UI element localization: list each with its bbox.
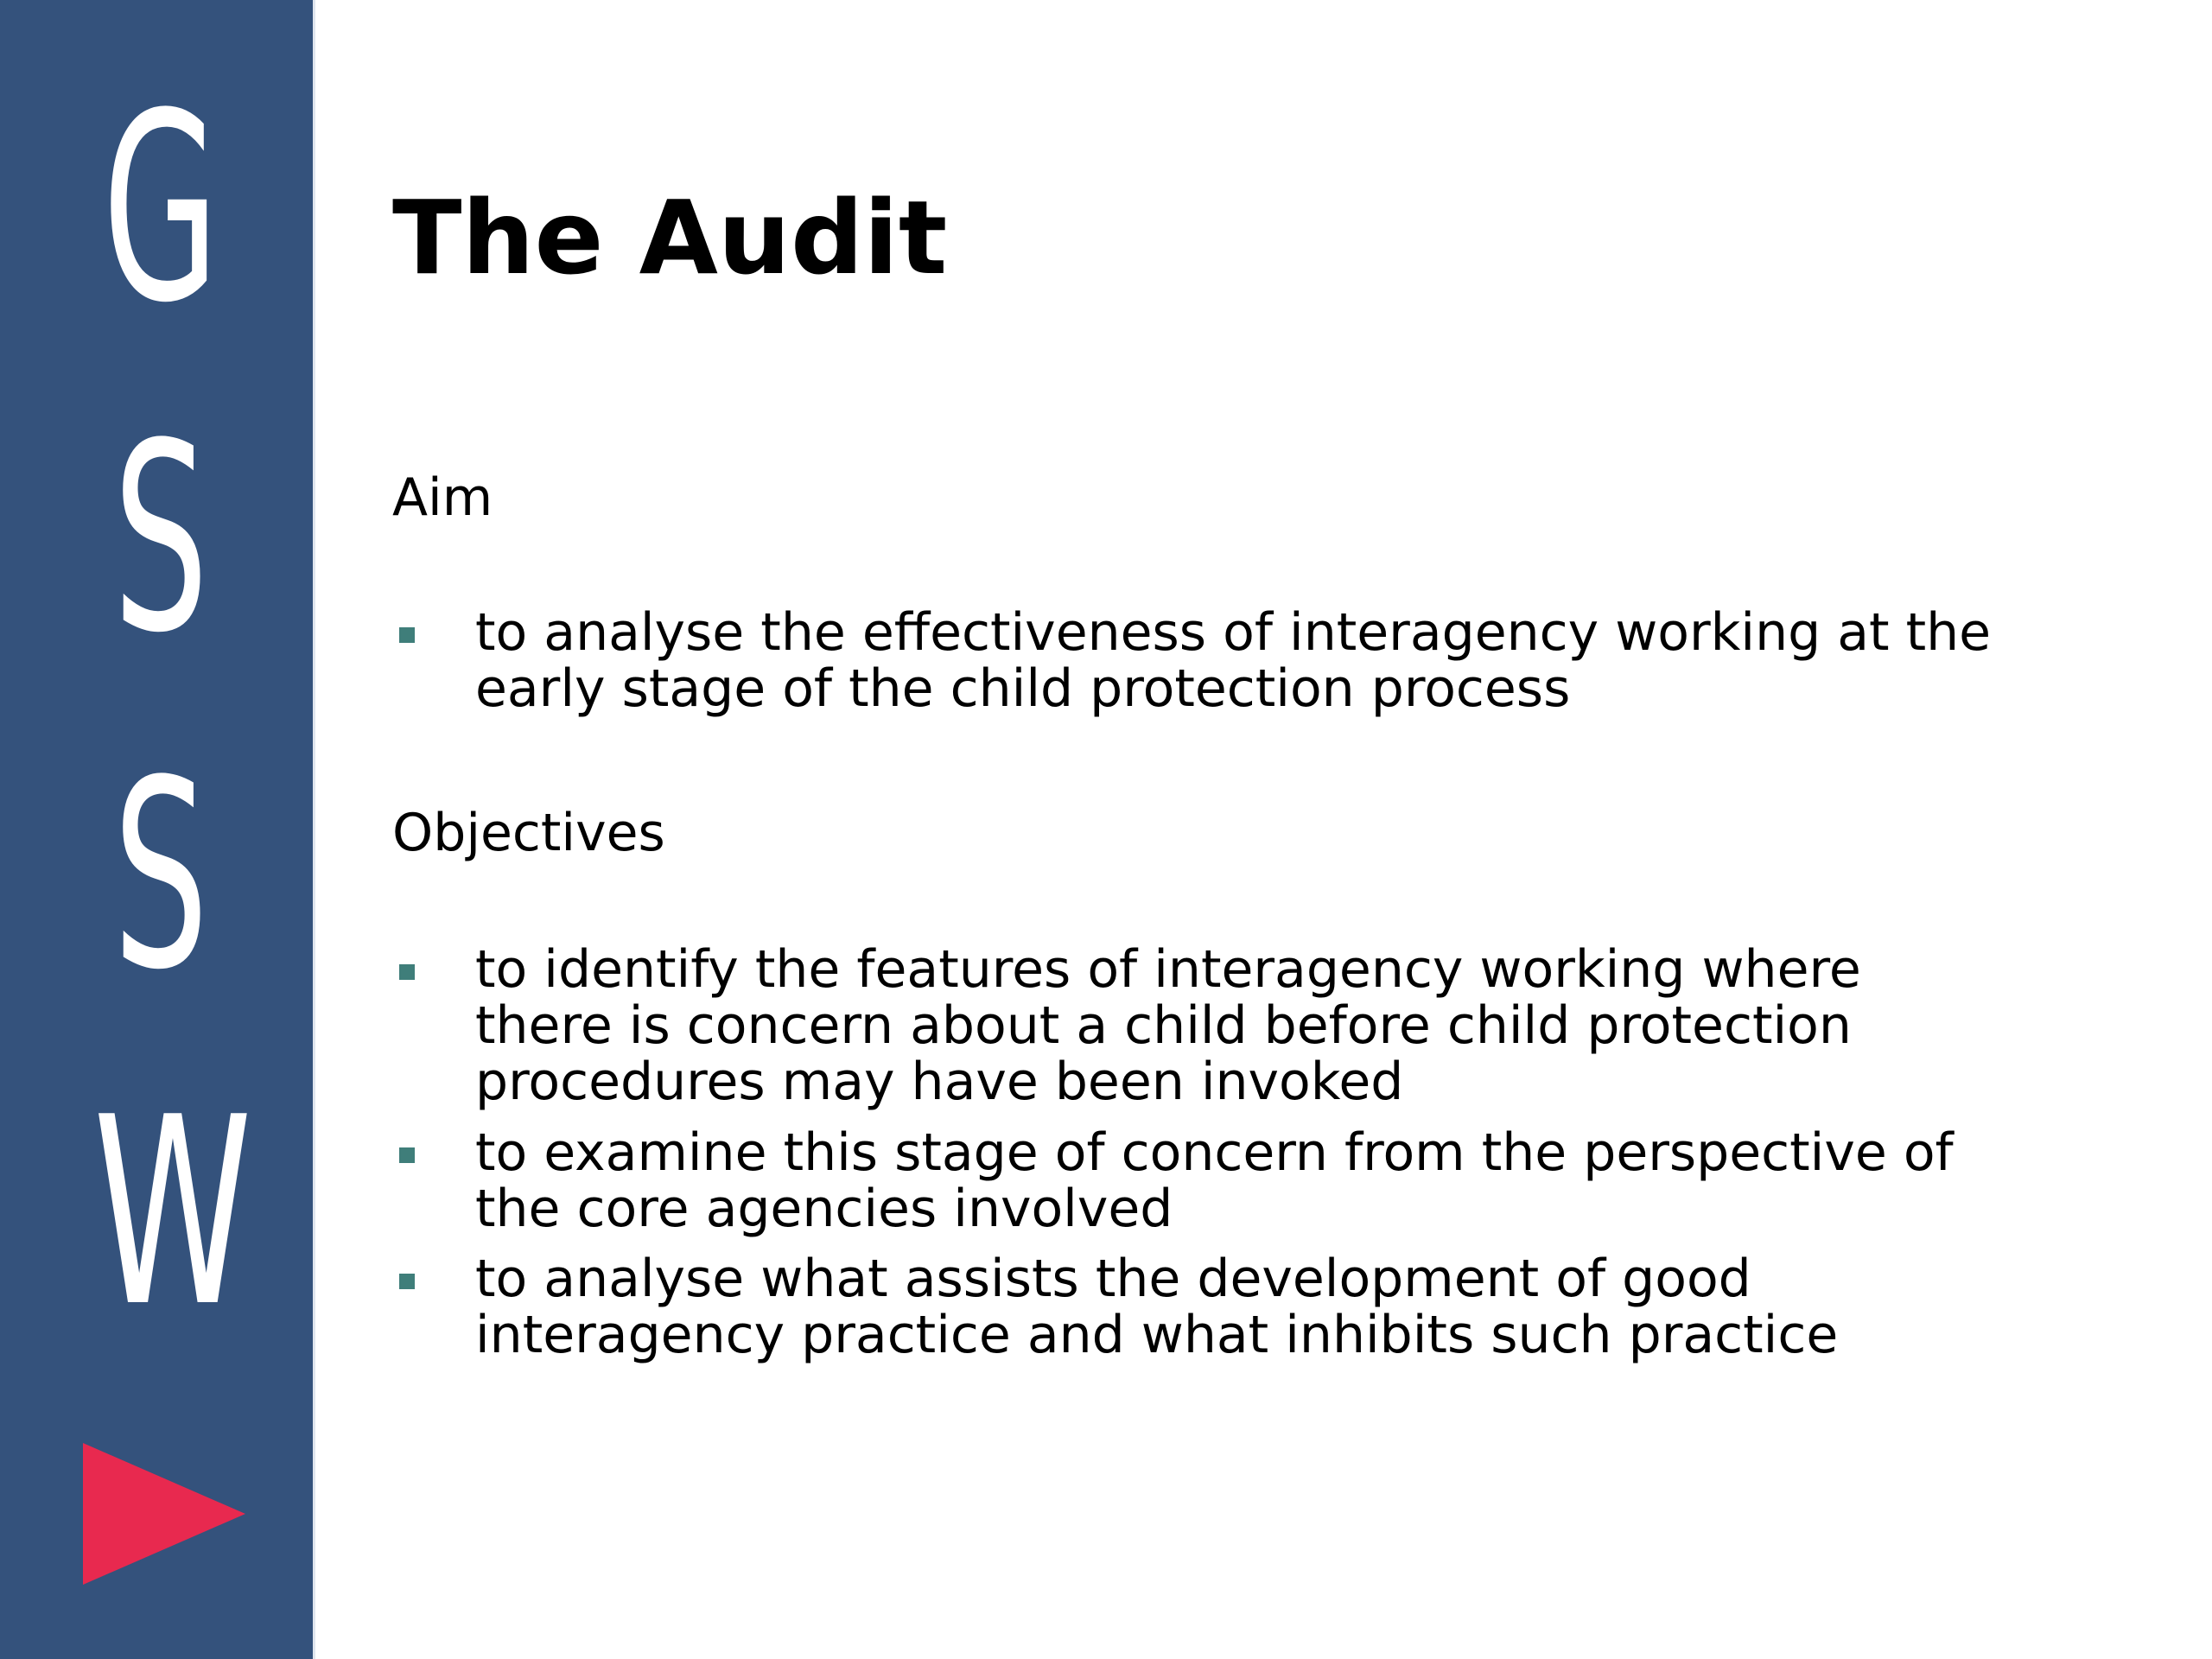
square-bullet-icon — [399, 1274, 415, 1289]
sidebar-letter-s-second: S — [112, 725, 209, 1027]
play-triangle-icon — [83, 1443, 245, 1585]
slide-title: The Audit — [392, 178, 948, 297]
aim-heading: Aim — [392, 467, 493, 528]
objective-bullet-text: to analyse what assists the development of good interagency practice and what inhibits such practice — [475, 1249, 1839, 1365]
square-bullet-icon — [399, 1147, 415, 1163]
sidebar-divider — [313, 0, 315, 1659]
gssw-sidebar — [0, 0, 313, 1659]
aim-bullet-text: to analyse the effectiveness of interagency working at the early stage of the child protection process — [475, 602, 1992, 719]
sidebar-letter-s-first: S — [112, 388, 209, 690]
sidebar-letter-w: W — [92, 1062, 252, 1363]
objectives-heading: Objectives — [392, 803, 665, 863]
square-bullet-icon — [399, 627, 415, 643]
square-bullet-icon — [399, 964, 415, 980]
objective-bullet-text: to examine this stage of concern from the perspective of the core agencies involved — [475, 1122, 1954, 1239]
objective-bullet-text: to identify the features of interagency working where there is concern about a child before child protection procedures may have been invoked — [475, 939, 1861, 1112]
sidebar-letter-g: G — [102, 58, 219, 359]
